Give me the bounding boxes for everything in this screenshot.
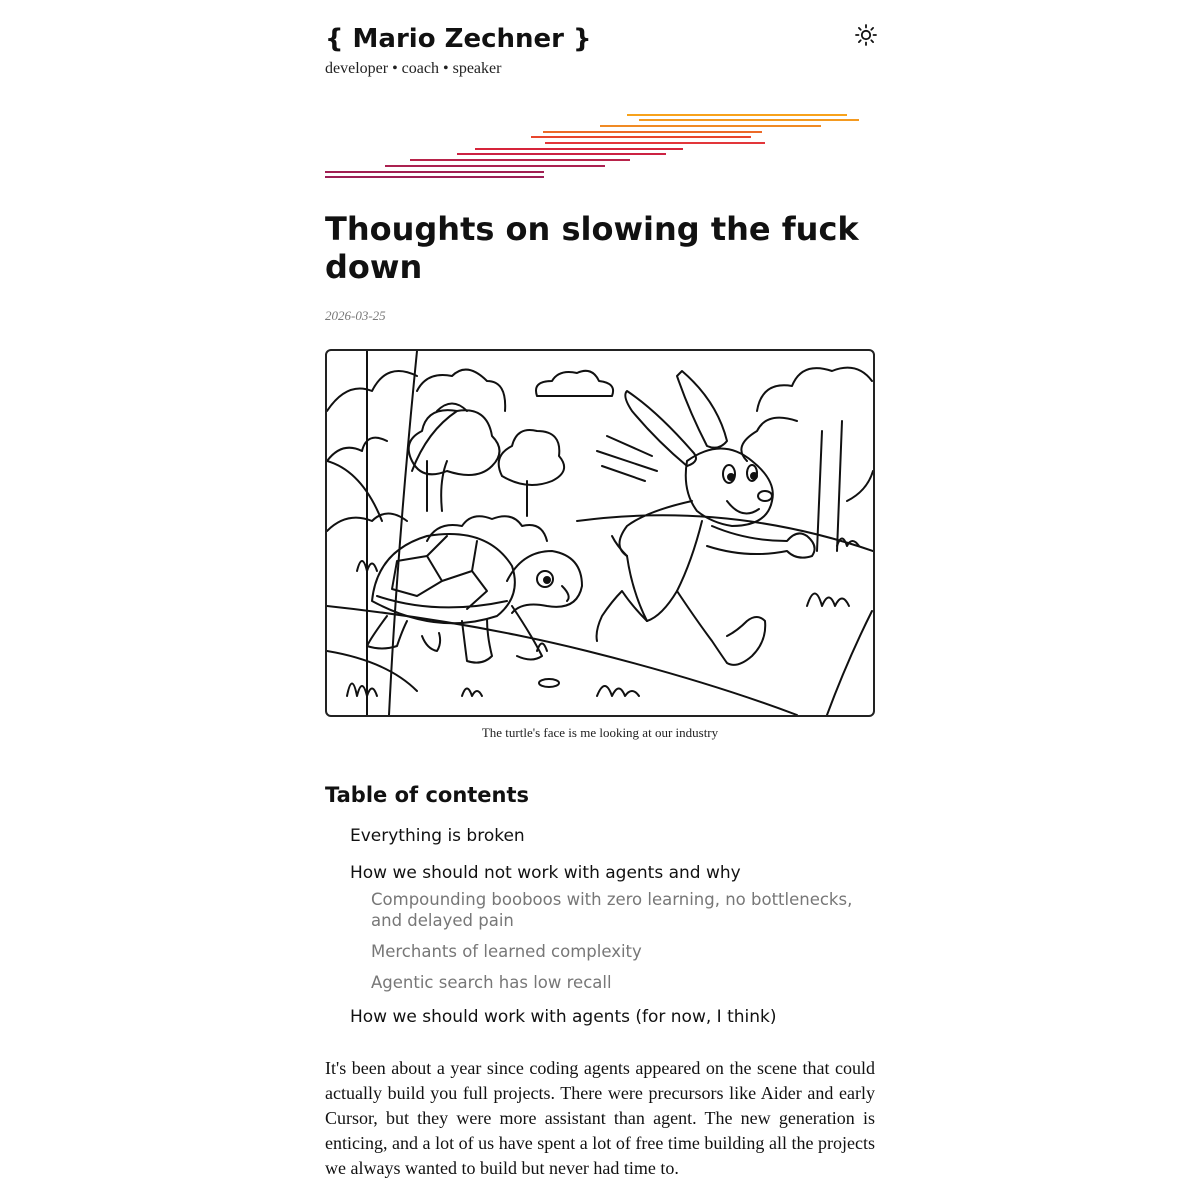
toc-link-compounding-booboos[interactable]: Compounding booboos with zero learning, no bottlenecks, and delayed pain [371, 890, 853, 930]
site-tagline: developer • coach • speaker [325, 60, 502, 77]
toc-link-agentic-search[interactable]: Agentic search has low recall [371, 973, 612, 992]
post-title: Thoughts on slowing the fuck down [325, 210, 859, 286]
sun-icon [853, 22, 879, 48]
hero-caption: The turtle's face is me looking at our industry [481, 725, 719, 740]
tortoise-and-hare-illustration [327, 351, 873, 715]
post-date: 2026-03-25 [325, 308, 386, 323]
theme-toggle-button[interactable] [853, 22, 879, 48]
toc-link-how-not-to-work[interactable]: How we should not work with agents and why [350, 863, 741, 883]
site-title[interactable]: { Mario Zechner } [325, 24, 592, 54]
toc-heading: Table of contents [325, 783, 530, 807]
body-paragraph: It's been about a year since coding agents appeared on the scene that could actually build you full projects. There were precursors like Aider and early Cursor, but they were more assistant than agent. The new generation is enticing, and a lot of us have spent a lot of free time building all the projects we always wanted to build but never had time to. [325, 1058, 875, 1178]
toc-link-merchants-of-complexity[interactable]: Merchants of learned complexity [371, 942, 642, 961]
toc-link-everything-is-broken[interactable]: Everything is broken [350, 826, 525, 846]
hero-image [325, 349, 875, 717]
decorative-stripes [325, 110, 875, 182]
toc-link-how-to-work[interactable]: How we should work with agents (for now, I think) [350, 1007, 777, 1027]
